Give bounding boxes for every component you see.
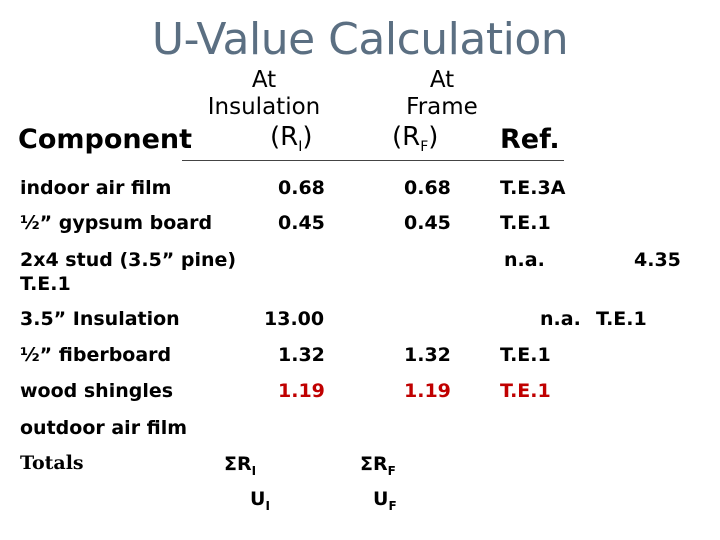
header-at-frame-line1: At (429, 67, 455, 93)
row-ref: T.E.3A (500, 177, 566, 199)
row-ri: 1.19 (278, 380, 325, 402)
u-i: $U_I$ (250, 488, 270, 513)
row-component: indoor air film (20, 177, 172, 199)
totals-label: Totals (20, 452, 84, 474)
header-at-frame (370, 67, 514, 121)
row-ref: T.E.1 (596, 308, 647, 330)
page-title: U-Value Calculation (151, 14, 569, 65)
row-rf: 1.19 (404, 380, 451, 402)
row-ri: 0.45 (278, 212, 325, 234)
row-rf: 0.45 (404, 212, 451, 234)
row-component: ½” gypsum board (20, 212, 213, 234)
header-component: Component (18, 124, 193, 155)
header-rf: $(R_F)$ (392, 122, 439, 156)
row-ref: T.E.1 (500, 212, 551, 234)
sum-ri: $\Sigma R_I$ (224, 453, 257, 478)
row-ref: T.E.1 (500, 344, 551, 366)
header-at-frame-line2: Frame (406, 94, 478, 120)
row-rf: 4.35 (634, 249, 681, 271)
row-component: ½” fiberboard (20, 344, 172, 366)
header-divider (182, 160, 564, 161)
row-ri: 0.68 (278, 177, 325, 199)
sum-rf: $\Sigma R_F$ (360, 453, 396, 478)
row-rf: 0.68 (404, 177, 451, 199)
header-at-insulation-line2: Insulation (207, 94, 321, 120)
row-ref: T.E.1 (500, 380, 551, 402)
row-ri: 13.00 (264, 308, 325, 330)
u-f: $U_F$ (373, 488, 397, 513)
row-component: 2x4 stud (3.5” pine) (20, 249, 237, 271)
header-ref: Ref. (500, 124, 560, 155)
row-ri: n.a. (504, 249, 545, 271)
row-component: 3.5” Insulation (20, 308, 180, 330)
header-at-insulation-line1: At (251, 67, 277, 93)
header-ri: $(R_I)$ (270, 122, 313, 156)
row-component: outdoor air film (20, 417, 188, 439)
row-component-line2: T.E.1 (20, 273, 71, 295)
row-component: wood shingles (20, 380, 174, 402)
row-rf: n.a. (540, 308, 581, 330)
row-rf: 1.32 (404, 344, 451, 366)
header-at-insulation (194, 67, 334, 121)
row-ri: 1.32 (278, 344, 325, 366)
